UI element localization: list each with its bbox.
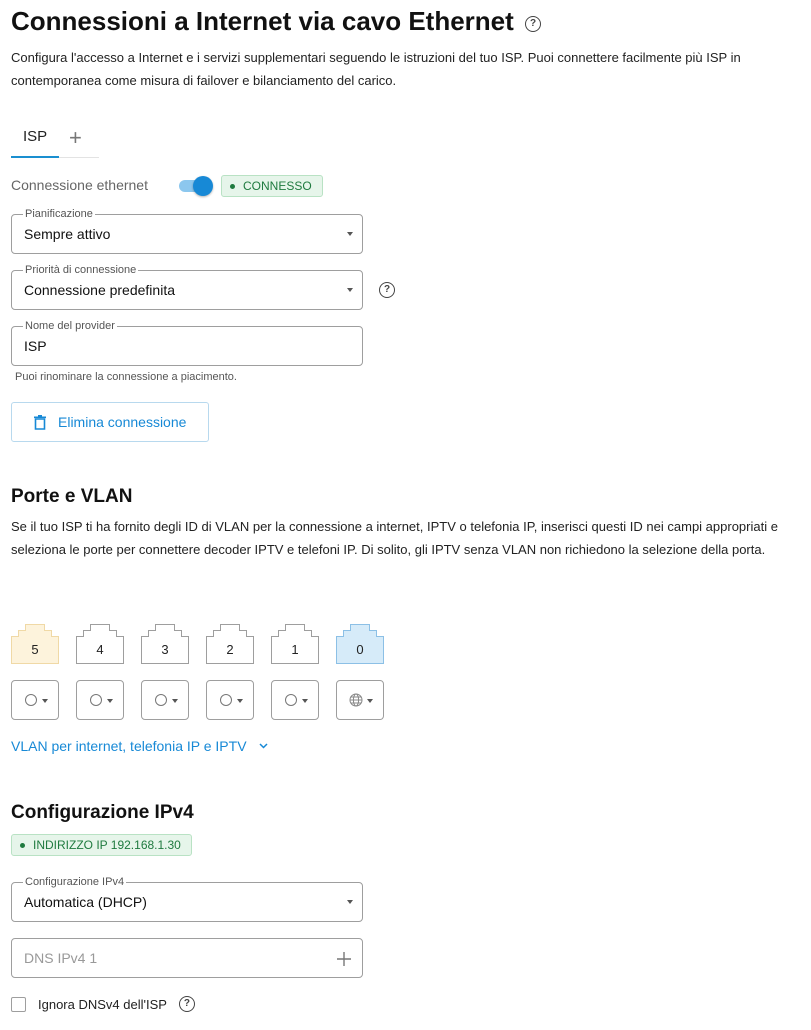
- ipv4-config-legend: Configurazione IPv4: [25, 876, 125, 888]
- circle-icon: [220, 694, 232, 706]
- port-0-selector[interactable]: [336, 680, 384, 720]
- port-number: 5: [31, 642, 39, 657]
- ignore-dns-checkbox[interactable]: [11, 997, 26, 1012]
- dns-ipv4-input[interactable]: [11, 938, 363, 978]
- ip-address-badge: [11, 834, 192, 856]
- ignore-dns-row: [11, 996, 195, 1012]
- status-dot-icon: [20, 843, 25, 848]
- page-description: Configura l'accesso a Internet e i servizi supplementari seguendo le istruzioni del tuo ISP. Puoi connettere facilmente più ISP in contemporanea come misura di failover e bilanciamento del carico.: [11, 50, 741, 88]
- priority-legend: Priorità di connessione: [25, 264, 137, 276]
- schedule-legend: Pianificazione: [25, 208, 93, 220]
- help-icon[interactable]: ?: [379, 282, 395, 298]
- tab-active-indicator: [11, 156, 59, 158]
- port-number: 0: [356, 642, 364, 657]
- ethernet-toggle[interactable]: [179, 180, 209, 192]
- help-icon[interactable]: ?: [525, 16, 541, 32]
- port-2-selector[interactable]: [206, 680, 254, 720]
- schedule-select[interactable]: [11, 208, 363, 254]
- chevron-down-icon: [237, 699, 243, 703]
- chevron-down-icon: [302, 699, 308, 703]
- ipv4-config-select[interactable]: [11, 876, 363, 922]
- help-icon[interactable]: ?: [179, 996, 195, 1012]
- port-1-icon: [271, 624, 319, 664]
- port-5-selector[interactable]: [11, 680, 59, 720]
- schedule-value: Sempre attivo: [24, 226, 111, 242]
- ipv4-section-title: Configurazione IPv4: [11, 802, 194, 823]
- port-4-icon: [76, 624, 124, 664]
- circle-icon: [155, 694, 167, 706]
- tab-isp[interactable]: ISP: [23, 128, 48, 145]
- port-3-selector[interactable]: [141, 680, 189, 720]
- port-number: 2: [226, 642, 234, 657]
- provider-hint: Puoi rinominare la connessione a piacimento.: [15, 371, 237, 383]
- ignore-dns-label: Ignora DNSv4 dell'ISP: [38, 996, 167, 1012]
- port-5-icon: [11, 624, 59, 664]
- add-tab-icon[interactable]: +: [69, 125, 82, 150]
- plus-icon[interactable]: [336, 951, 352, 967]
- status-text: CONNESSO: [243, 179, 312, 193]
- status-dot-icon: [230, 184, 235, 189]
- delete-connection-label: Elimina connessione: [58, 414, 187, 430]
- circle-icon: [90, 694, 102, 706]
- port-number: 1: [291, 642, 299, 657]
- chevron-down-icon: [347, 232, 353, 236]
- port-3-icon: [141, 624, 189, 664]
- circle-icon: [25, 694, 37, 706]
- page-title: Connessioni a Internet via cavo Ethernet ?: [11, 6, 541, 37]
- ports-section-title: Porte e VLAN: [11, 486, 133, 507]
- trash-icon: [34, 415, 46, 430]
- priority-value: Connessione predefinita: [24, 282, 175, 298]
- port-4-selector[interactable]: [76, 680, 124, 720]
- status-badge: [221, 175, 323, 197]
- ethernet-label: Connessione ethernet: [11, 177, 148, 193]
- port-number: 4: [96, 642, 104, 657]
- circle-icon: [285, 694, 297, 706]
- globe-icon: [349, 693, 363, 707]
- port-1-selector[interactable]: [271, 680, 319, 720]
- dns-ipv4-placeholder: DNS IPv4 1: [24, 950, 98, 966]
- provider-value: ISP: [24, 338, 47, 354]
- vlan-expand-link[interactable]: [11, 738, 268, 754]
- provider-legend: Nome del provider: [25, 320, 115, 332]
- delete-connection-button[interactable]: [11, 402, 209, 442]
- ports-section-description: Se il tuo ISP ti ha fornito degli ID di VLAN per la connessione a internet, IPTV o telefonia IP, inserisci questi ID nei campi appropriati e seleziona le porte per connettere decoder IPTV e telefoni IP. Di solito, gli IPTV senza VLAN non richiedono la selezione della porta.: [11, 519, 778, 557]
- vlan-link-label: VLAN per internet, telefonia IP e IPTV: [11, 738, 247, 754]
- ipv4-config-value: Automatica (DHCP): [24, 894, 147, 910]
- port-number: 3: [161, 642, 169, 657]
- chevron-down-icon: [172, 699, 178, 703]
- port-2-icon: [206, 624, 254, 664]
- chevron-down-icon: [259, 743, 268, 749]
- priority-select[interactable]: [11, 264, 363, 310]
- provider-name-input[interactable]: [11, 320, 363, 366]
- chevron-down-icon: [42, 699, 48, 703]
- chevron-down-icon: [347, 900, 353, 904]
- port-0-icon: [336, 624, 384, 664]
- chevron-down-icon: [107, 699, 113, 703]
- ip-address-text: INDIRIZZO IP 192.168.1.30: [33, 838, 181, 852]
- chevron-down-icon: [367, 699, 373, 703]
- chevron-down-icon: [347, 288, 353, 292]
